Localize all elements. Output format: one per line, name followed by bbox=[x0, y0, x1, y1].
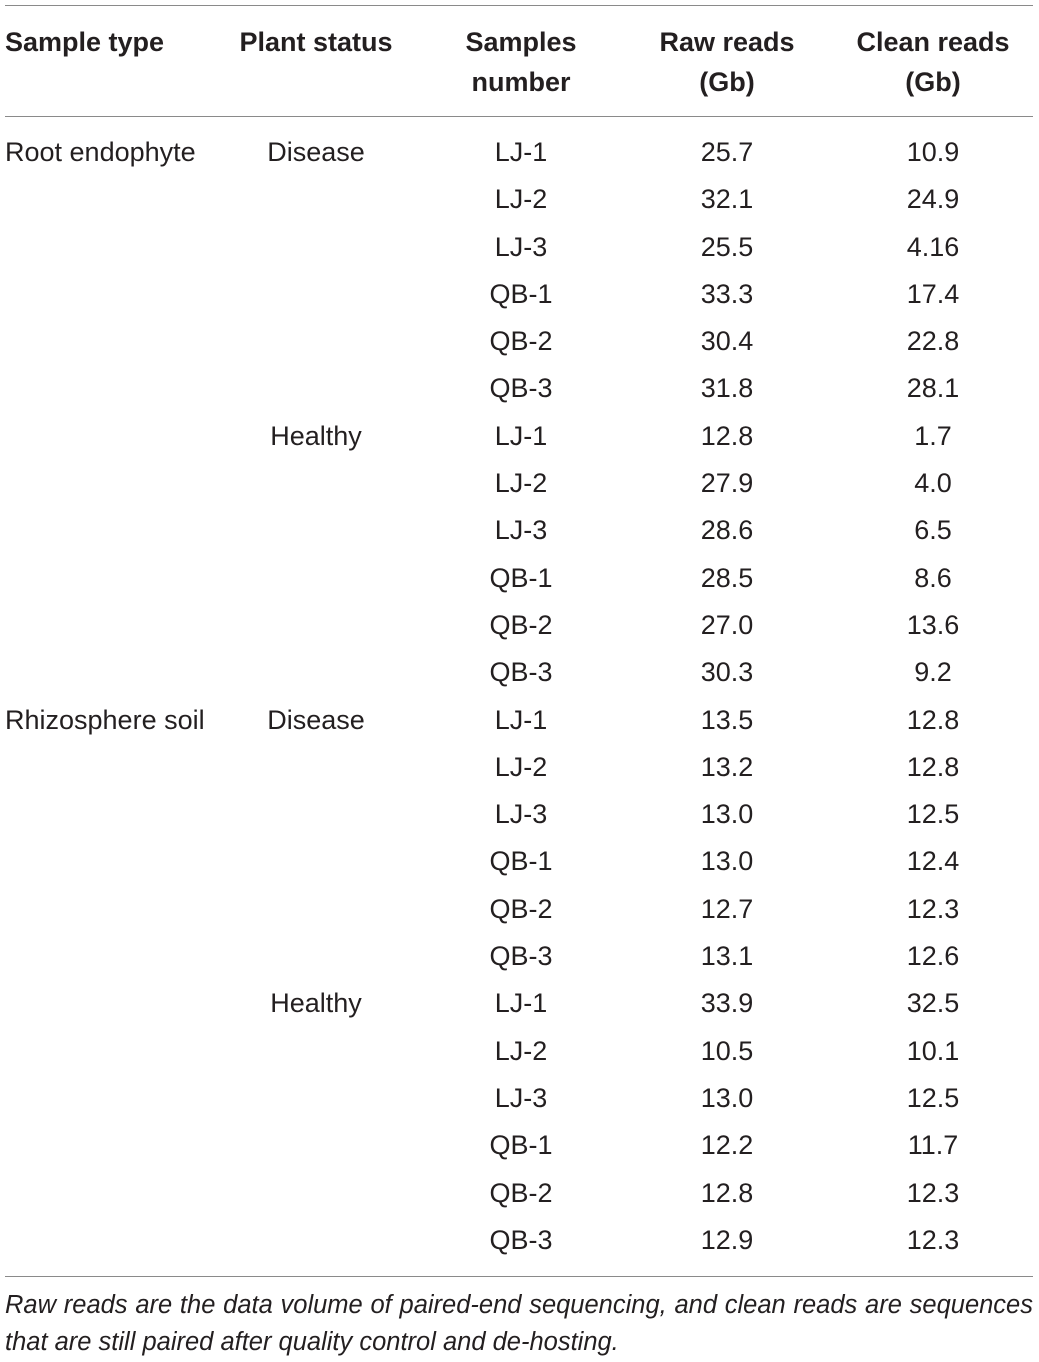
cell-sample-number: LJ-3 bbox=[494, 231, 548, 262]
table-row bbox=[0, 697, 1039, 744]
header-sample-type: Sample type bbox=[5, 27, 165, 57]
cell-plant-status: Disease bbox=[267, 137, 365, 167]
cell-sample-number: LJ-2 bbox=[494, 1035, 548, 1066]
cell-raw-reads: 12.8 bbox=[700, 1177, 754, 1208]
cell-sample-number: QB-3 bbox=[489, 373, 553, 404]
cell-clean-reads: 22.8 bbox=[906, 326, 960, 357]
table-row bbox=[0, 129, 1039, 176]
table-row bbox=[0, 886, 1039, 933]
cell-sample-number: QB-2 bbox=[489, 893, 553, 924]
cell-plant-status: Healthy bbox=[270, 988, 362, 1019]
cell-clean-reads: 12.3 bbox=[906, 893, 960, 924]
cell-clean-reads: 13.6 bbox=[906, 609, 960, 640]
cell-sample-number: QB-1 bbox=[489, 846, 553, 877]
cell-clean-reads: 8.6 bbox=[914, 562, 952, 593]
cell-clean-reads: 17.4 bbox=[906, 278, 960, 309]
cell-raw-reads: 13.0 bbox=[700, 799, 754, 830]
cell-raw-reads: 13.2 bbox=[700, 751, 754, 782]
table-row bbox=[0, 1217, 1039, 1264]
cell-clean-reads: 28.1 bbox=[906, 373, 960, 404]
table-row bbox=[0, 649, 1039, 696]
cell-raw-reads: 12.2 bbox=[700, 1130, 754, 1161]
cell-clean-reads: 4.16 bbox=[906, 231, 960, 262]
cell-clean-reads: 12.3 bbox=[906, 1224, 960, 1255]
cell-clean-reads: 12.5 bbox=[906, 799, 960, 830]
cell-clean-reads: 10.1 bbox=[906, 1035, 960, 1066]
table-row bbox=[0, 1122, 1039, 1169]
cell-raw-reads: 13.5 bbox=[700, 704, 754, 735]
cell-raw-reads: 30.3 bbox=[700, 657, 754, 688]
cell-sample-number: QB-2 bbox=[489, 326, 553, 357]
cell-clean-reads: 10.9 bbox=[906, 137, 960, 167]
cell-raw-reads: 28.6 bbox=[700, 515, 754, 546]
cell-sample-number: LJ-3 bbox=[494, 799, 548, 830]
table-row bbox=[0, 791, 1039, 838]
table-bottom-rule bbox=[5, 1276, 1033, 1277]
cell-sample-number: LJ-2 bbox=[494, 751, 548, 782]
table-row bbox=[0, 460, 1039, 507]
cell-clean-reads: 12.5 bbox=[906, 1082, 960, 1113]
cell-raw-reads: 27.0 bbox=[700, 609, 754, 640]
table-body bbox=[0, 129, 1039, 1264]
cell-clean-reads: 1.7 bbox=[914, 420, 952, 451]
cell-raw-reads: 31.8 bbox=[700, 373, 754, 404]
cell-plant-status: Healthy bbox=[270, 420, 362, 451]
table-row bbox=[0, 365, 1039, 412]
cell-sample-number: QB-3 bbox=[489, 1224, 553, 1255]
cell-clean-reads: 12.3 bbox=[906, 1177, 960, 1208]
cell-sample-number: LJ-3 bbox=[494, 515, 548, 546]
cell-sample-number: LJ-1 bbox=[494, 704, 548, 735]
table-row bbox=[0, 176, 1039, 223]
cell-raw-reads: 12.7 bbox=[700, 893, 754, 924]
cell-sample-number: LJ-3 bbox=[494, 1082, 548, 1113]
cell-raw-reads: 30.4 bbox=[700, 326, 754, 357]
cell-clean-reads: 24.9 bbox=[906, 184, 960, 215]
header-bottom-rule bbox=[5, 116, 1033, 117]
cell-clean-reads: 12.8 bbox=[906, 751, 960, 782]
cell-clean-reads: 32.5 bbox=[906, 988, 960, 1019]
header-raw-reads: Raw reads (Gb) bbox=[659, 27, 795, 97]
table-row bbox=[0, 555, 1039, 602]
cell-raw-reads: 27.9 bbox=[700, 468, 754, 499]
cell-clean-reads: 12.8 bbox=[906, 704, 960, 735]
header-samples-number: Samples number bbox=[465, 27, 577, 97]
cell-raw-reads: 13.0 bbox=[700, 1082, 754, 1113]
table-row bbox=[0, 224, 1039, 271]
cell-sample-number: LJ-1 bbox=[494, 420, 548, 451]
cell-plant-status: Disease bbox=[267, 704, 365, 735]
cell-sample-number: QB-1 bbox=[489, 562, 553, 593]
cell-sample-number: QB-2 bbox=[489, 1177, 553, 1208]
table-row bbox=[0, 318, 1039, 365]
cell-clean-reads: 4.0 bbox=[914, 468, 952, 499]
cell-raw-reads: 32.1 bbox=[700, 184, 754, 215]
table-row bbox=[0, 1170, 1039, 1217]
table-row bbox=[0, 838, 1039, 885]
table-row bbox=[0, 1075, 1039, 1122]
cell-sample-number: LJ-1 bbox=[494, 988, 548, 1019]
cell-sample-number: QB-3 bbox=[489, 941, 553, 972]
cell-sample-type: Rhizosphere soil bbox=[5, 704, 205, 735]
table-row bbox=[0, 271, 1039, 318]
table-row bbox=[0, 1028, 1039, 1075]
cell-raw-reads: 25.7 bbox=[700, 137, 754, 167]
cell-clean-reads: 11.7 bbox=[907, 1130, 959, 1161]
table-row bbox=[0, 744, 1039, 791]
cell-clean-reads: 6.5 bbox=[914, 515, 952, 546]
cell-raw-reads: 33.9 bbox=[700, 988, 754, 1019]
cell-raw-reads: 12.9 bbox=[700, 1224, 754, 1255]
table-row bbox=[0, 507, 1039, 554]
cell-sample-number: LJ-1 bbox=[494, 137, 548, 167]
cell-clean-reads: 12.4 bbox=[906, 846, 960, 877]
table-row bbox=[0, 980, 1039, 1027]
cell-clean-reads: 12.6 bbox=[906, 941, 960, 972]
cell-sample-number: LJ-2 bbox=[494, 468, 548, 499]
cell-sample-number: QB-2 bbox=[489, 609, 553, 640]
cell-raw-reads: 25.5 bbox=[700, 231, 754, 262]
cell-raw-reads: 12.8 bbox=[700, 420, 754, 451]
cell-sample-number: QB-1 bbox=[489, 278, 553, 309]
table-top-rule bbox=[5, 5, 1033, 6]
cell-raw-reads: 33.3 bbox=[700, 278, 754, 309]
header-plant-status: Plant status bbox=[239, 27, 393, 57]
table-row bbox=[0, 413, 1039, 460]
cell-raw-reads: 28.5 bbox=[700, 562, 754, 593]
table-row bbox=[0, 602, 1039, 649]
cell-sample-number: QB-3 bbox=[489, 657, 553, 688]
cell-raw-reads: 10.5 bbox=[700, 1035, 754, 1066]
cell-sample-type: Root endophyte bbox=[5, 137, 196, 167]
cell-raw-reads: 13.0 bbox=[700, 846, 754, 877]
cell-sample-number: LJ-2 bbox=[494, 184, 548, 215]
cell-clean-reads: 9.2 bbox=[914, 657, 952, 688]
cell-raw-reads: 13.1 bbox=[700, 941, 754, 972]
table-footnote: Raw reads are the data volume of paired-end sequencing, and clean reads are sequences that are still paired after quality control and de-hosting. bbox=[5, 1291, 1033, 1356]
cell-sample-number: QB-1 bbox=[489, 1130, 553, 1161]
header-clean-reads: Clean reads (Gb) bbox=[856, 27, 1010, 97]
table-row bbox=[0, 933, 1039, 980]
